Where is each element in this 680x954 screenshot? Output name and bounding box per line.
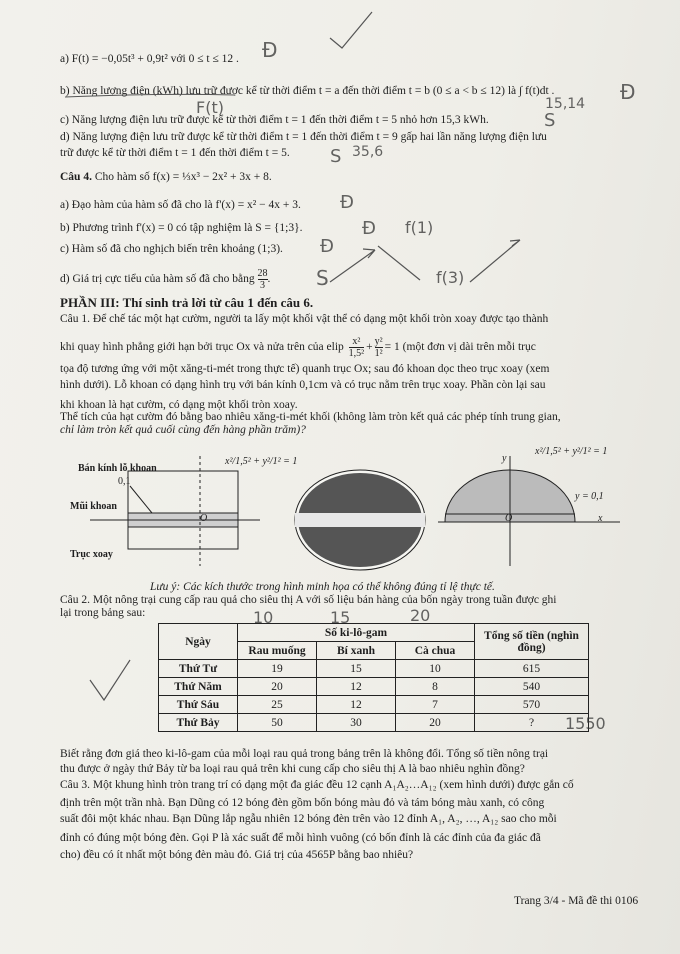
figure-eq-left: x²/1,5² + y²/1² = 1 (225, 456, 298, 467)
header-total: Tổng số tiền (nghìn đồng) (475, 624, 589, 660)
origin-label-left: O (200, 513, 208, 524)
q4-d: d) Giá trị cực tiểu của hàm số đã cho bằng $\frac{28}{3}$ . (60, 268, 271, 291)
radius-label: Bán kính lỗ khoan (78, 463, 157, 474)
q1-line1: Câu 1. Để chế tác một hạt cườm, người ta lấy một khối vật thể có dạng một khối tròn xoay được tạo thành (60, 313, 549, 325)
check-mark-table (90, 660, 130, 700)
q2-line1: Câu 2. Một nông trại cung cấp rau quả cho siêu thị A với số liệu bán hàng của bốn ngày trong tuần được ghi (60, 594, 557, 606)
cell: 30 (317, 714, 396, 732)
q2-line4: thu được ở ngày thứ Bảy từ ba loại rau quả trên khi cung cấp cho siêu thị A là bao nhiêu nghìn đồng? (60, 763, 525, 775)
underline-stroke (65, 94, 235, 97)
q4-d-text: d) Giá trị cực tiểu của hàm số đã cho bằng (60, 273, 255, 286)
q3-line4: đỉnh có đúng một bóng đèn. Gọi P là xác suất để mỗi hình vuông (có bốn đỉnh là các đỉnh của đa giác đã (60, 832, 541, 844)
cell: 20 (238, 678, 317, 696)
q1-line5: khi khoan là hạt cườm, có dạng một khối tròn xoay. (60, 399, 298, 411)
item-d-line1: d) Năng lượng điện lưu trữ được kể từ thời điểm t = 1 đến thời điểm t = 9 gấp hai lần năng lượng điện lưu (60, 131, 547, 143)
row-day: Thứ Tư (159, 660, 238, 678)
arrow-up-2 (470, 240, 520, 282)
hand-mark: F(t) (196, 98, 224, 117)
cell: 8 (396, 678, 475, 696)
ellipse-eq-x: $\frac{\text{x²}}{\text{1,5²}}$ (348, 336, 365, 359)
hand-mark: 35,6 (352, 144, 384, 160)
hand-mark: S (544, 110, 556, 131)
ellipse-eq-y: $\frac{\text{y²}}{\text{1²}}$ (374, 336, 383, 359)
page-footer: Trang 3/4 - Mã đề thi 0106 (514, 895, 639, 907)
cell: 12 (317, 696, 396, 714)
item-a: a) F(t) = −0,05t³ + 0,9t² với 0 ≤ t ≤ 12 . (60, 53, 239, 65)
cell-total: ? (475, 714, 589, 732)
hand-mark: 15 (330, 608, 351, 627)
hand-mark: Đ (262, 38, 278, 62)
cell: 12 (317, 678, 396, 696)
hand-mark: 1550 (565, 714, 606, 733)
y-eq-label: y = 0,1 (575, 491, 604, 502)
question-4-text: Cho hàm số f(x) = ⅓x³ − 2x² + 3x + 8. (94, 171, 272, 183)
q4-c: c) Hàm số đã cho nghịch biến trên khoảng (1;3). (60, 243, 283, 255)
cell-total: 615 (475, 660, 589, 678)
cell-total: 540 (475, 678, 589, 696)
origin-label: O (505, 513, 513, 524)
cell-total: 570 (475, 696, 589, 714)
q4-b: b) Phương trình f'(x) = 0 có tập nghiệm là S = {1;3}. (60, 222, 303, 234)
row-day: Thứ Năm (159, 678, 238, 696)
q4-a: a) Đạo hàm của hàm số đã cho là f'(x) = x² − 4x + 3. (60, 199, 301, 211)
q4-d-numerator: 28 (257, 268, 268, 279)
part-3-heading: PHẦN III: Thí sinh trả lời từ câu 1 đến câu 6. (60, 295, 314, 310)
q2-line2: lại trong bảng sau: (60, 607, 146, 619)
q1-line2-text2: (một đơn vị dài trên mỗi trục (402, 341, 536, 354)
hand-mark: 15,14 (545, 96, 586, 112)
y-label: y (502, 453, 507, 464)
row-day: Thứ Bảy (159, 714, 238, 732)
cell: 7 (396, 696, 475, 714)
q3-line5: cho) đều có ít nhất một bóng đèn màu đỏ. Giá trị của 4565P bằng bao nhiêu? (60, 849, 414, 861)
header-col-1: Rau muống (238, 642, 317, 660)
hand-mark: f(1) (405, 218, 434, 237)
q1-line3: tọa độ tương ứng với một xăng-ti-mét trong thực tế) quanh trục Ox; sau đó khoan dọc theo trục xoay (xem (60, 363, 550, 375)
header-day: Ngày (159, 624, 238, 660)
item-c: c) Năng lượng điện lưu trữ được kể từ thời điểm t = 1 đến thời điểm t = 5 nhỏ hơn 15,3 kWh. (60, 114, 489, 126)
hand-mark: Đ (620, 80, 636, 104)
header-kg: Số ki-lô-gam (238, 624, 475, 642)
radius-value: 0,1 (118, 476, 131, 487)
hand-mark: Đ (320, 236, 334, 257)
cell: 50 (238, 714, 317, 732)
q3-line3: suất đôi một khác nhau. Bạn Dũng lắp ngẫu nhiên 12 bóng đèn trên vào 12 đỉnh A₁, A₂, …, A₁₂ sao cho mỗi (60, 813, 557, 825)
question-4-label: Câu 4. (60, 171, 92, 183)
hand-mark: S (316, 266, 329, 290)
cell: 19 (238, 660, 317, 678)
q1-line4: hình dưới). Lỗ khoan có dạng hình trụ với bán kính 0,1cm và có trục nằm trên trục xoay. Phần còn lại sau (60, 379, 546, 391)
hand-mark: 10 (253, 608, 274, 627)
cell: 15 (317, 660, 396, 678)
x-label: x (598, 513, 603, 524)
hand-mark: Đ (340, 192, 354, 213)
q2-line3: Biết rằng đơn giá theo ki-lô-gam của mỗi loại rau quả trong bảng trên là không đổi. Tổng số tiền nông trại (60, 748, 549, 760)
arrow-down (378, 246, 420, 280)
figure-note: Lưu ý: Các kích thước trong hình minh họa có thể không đúng tỉ lệ thực tế. (150, 581, 495, 593)
row-day: Thứ Sáu (159, 696, 238, 714)
cell: 25 (238, 696, 317, 714)
q4-d-denominator: 3 (260, 280, 266, 291)
hand-mark: 20 (410, 606, 431, 625)
arrow-up-1 (330, 249, 375, 282)
header-col-3: Cà chua (396, 642, 475, 660)
q1-line6: Thể tích của hạt cườm đó bằng bao nhiêu xăng-ti-mét khối (không làm tròn kết quả các phép tính trung gian, (60, 411, 561, 423)
item-b: b) Năng lượng điện (kWh) lưu trữ được kể từ thời điểm t = a đến thời điểm t = b (0 ≤ a < b ≤ 12) là ∫ f(t)dt . (60, 85, 555, 97)
header-col-2: Bí xanh (317, 642, 396, 660)
rotation-axis-label: Trục xoay (70, 549, 113, 560)
q3-line1: Câu 3. Một khung hình tròn trang trí có dạng một đa giác đều 12 cạnh A₁A₂…A₁₂ (xem hình dưới) được gắn cố (60, 779, 574, 791)
q1-line2: khi quay hình phẳng giới hạn bởi trục Ox và nửa trên của elip $\frac{\text{x²}}{\text{1,5²}}$ + $\frac{\text{y²}}{\text{1²}}$ = 1 (một đơn vị dài trên mỗi trục (60, 336, 536, 359)
hand-mark: S (330, 146, 342, 167)
q3-line2: định trên một trần nhà. Bạn Dũng có 12 bóng đèn gồm bốn bóng màu đỏ và tám bóng màu xanh, có công (60, 797, 545, 809)
cell: 10 (396, 660, 475, 678)
check-mark-top (330, 12, 372, 48)
q1-line2-text: khi quay hình phẳng giới hạn bởi trục Ox và nửa trên của elip (60, 341, 344, 354)
q1-line7: chỉ làm tròn kết quả cuối cùng đến hàng phần trăm)? (60, 424, 306, 436)
cell: 20 (396, 714, 475, 732)
hand-mark: Đ (362, 218, 376, 239)
item-d-line2: trữ được kể từ thời điểm t = 1 đến thời điểm t = 5. (60, 147, 290, 159)
hand-mark: f(3) (436, 268, 465, 287)
figure-eq-right: x²/1,5² + y²/1² = 1 (535, 446, 608, 457)
drill-tip-label: Mũi khoan (70, 501, 117, 512)
